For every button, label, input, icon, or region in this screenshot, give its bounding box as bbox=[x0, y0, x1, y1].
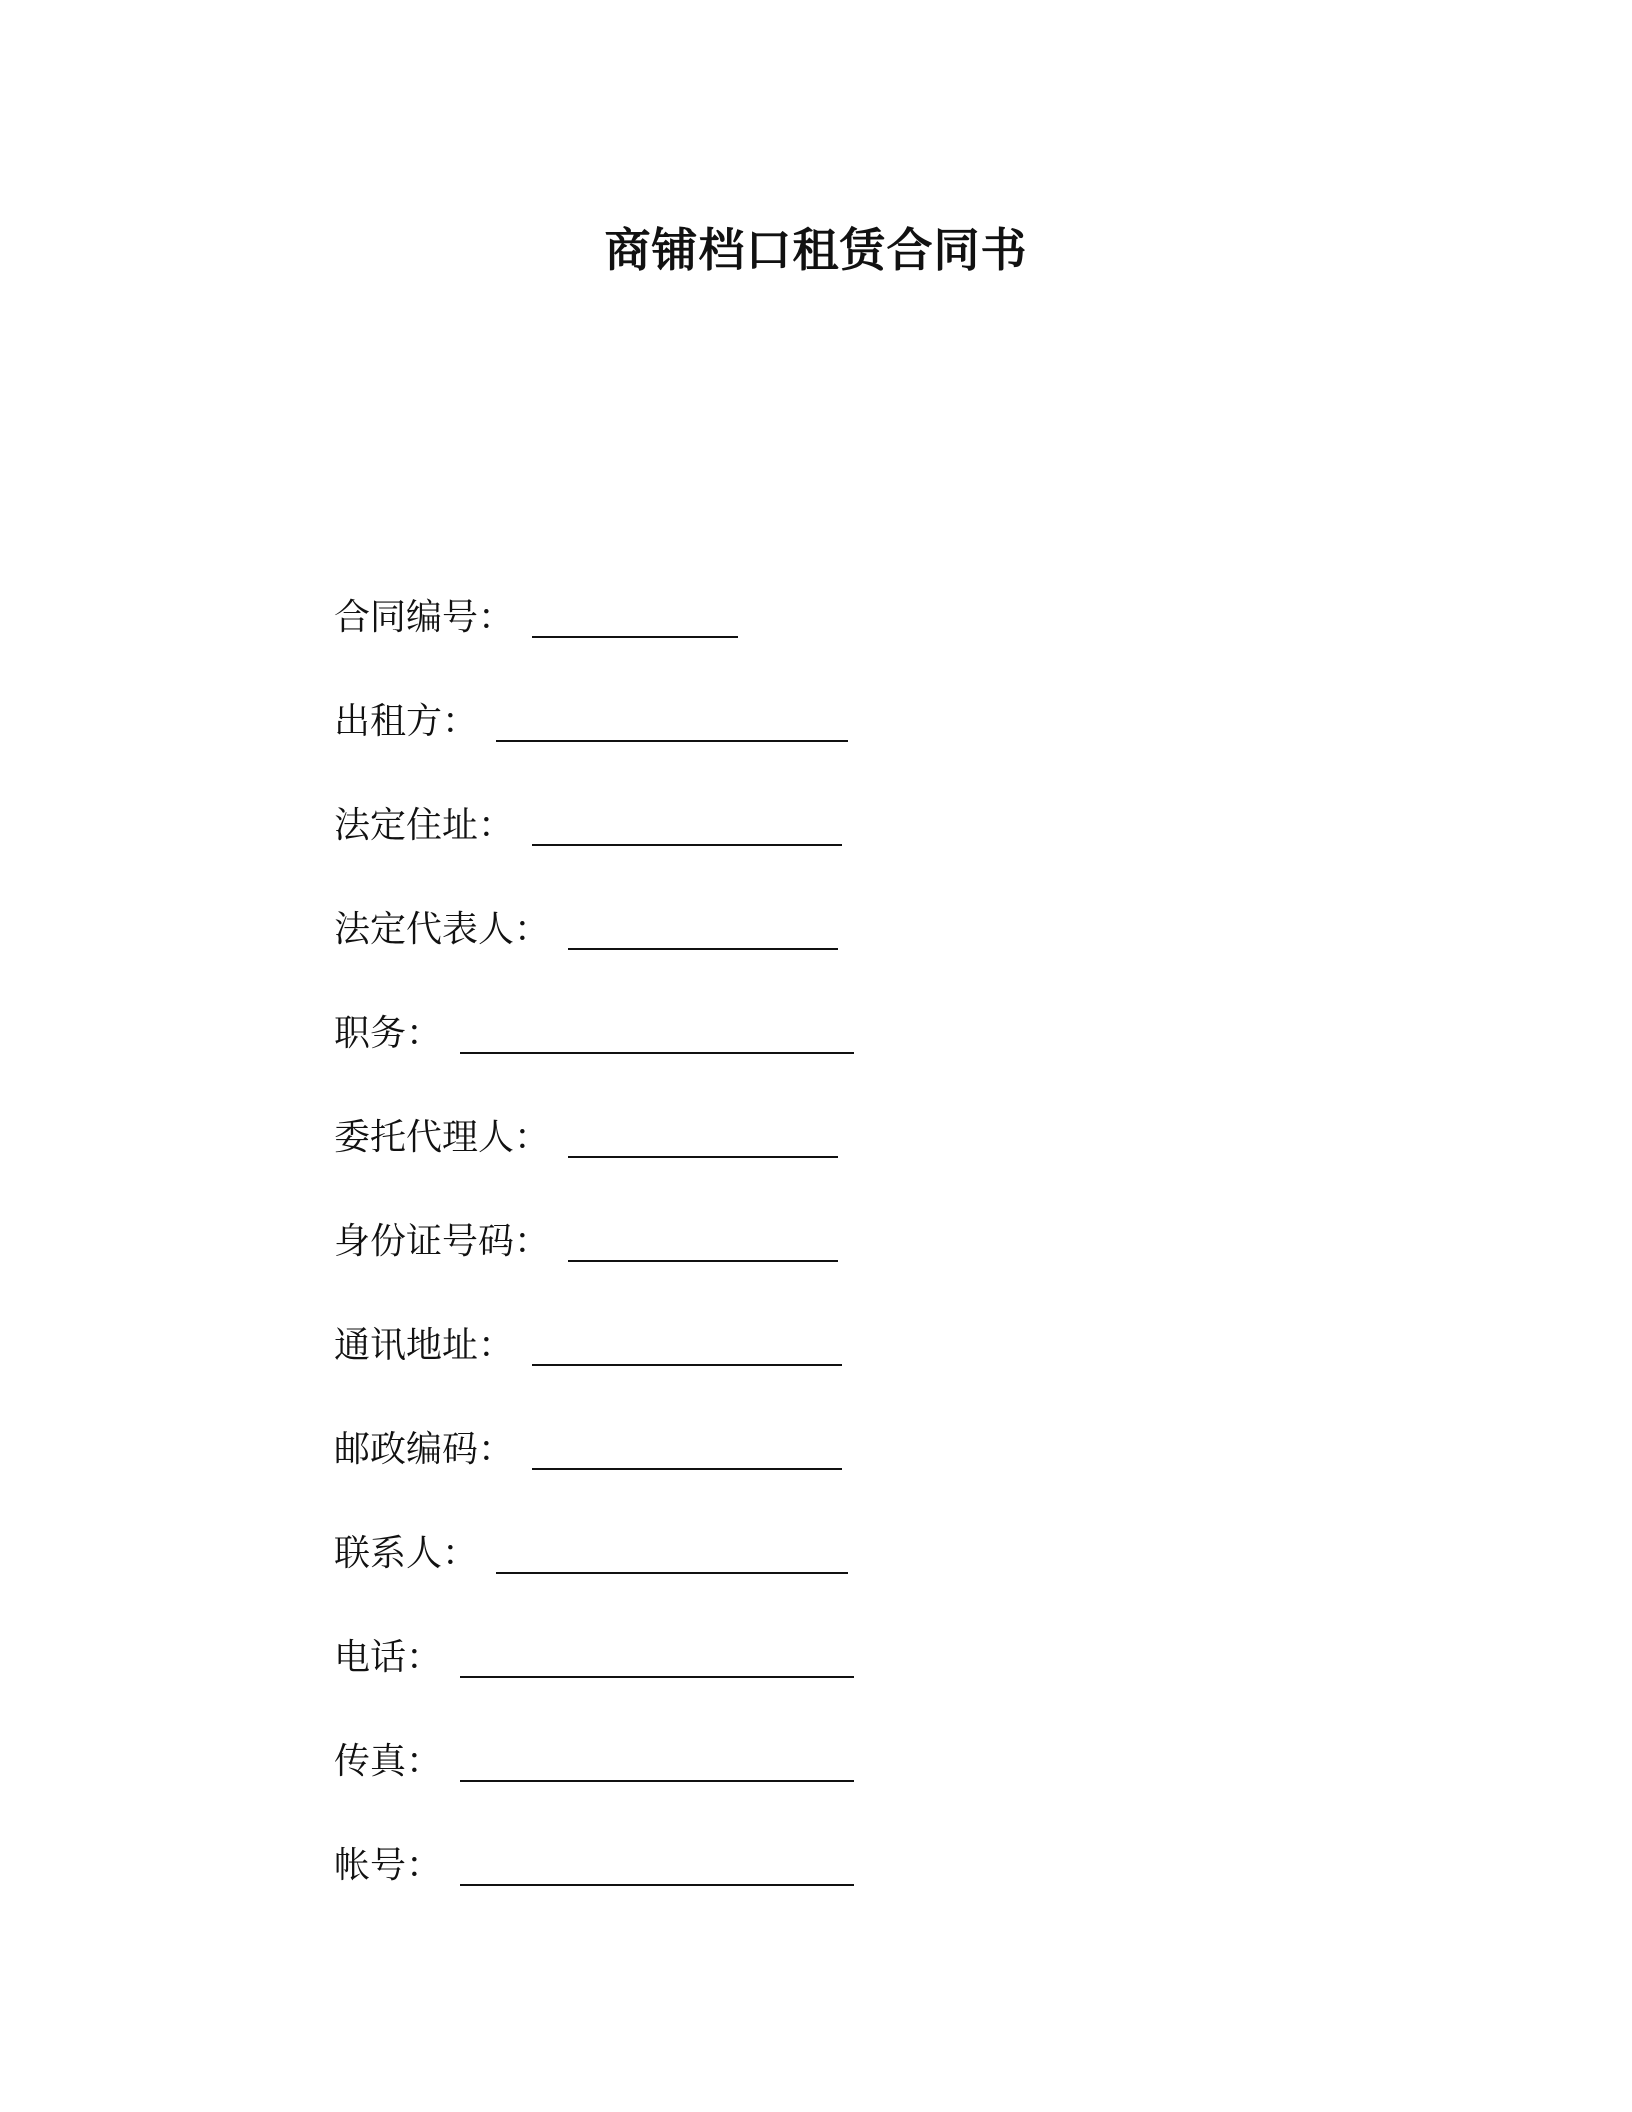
field-label: 法定代表人 bbox=[334, 909, 515, 950]
field-label: 邮政编码 bbox=[334, 1429, 479, 1470]
field-label: 委托代理人 bbox=[334, 1117, 515, 1158]
field-colon: ： bbox=[442, 701, 479, 742]
blank-line-mailing-address[interactable] bbox=[532, 1318, 842, 1366]
field-position bbox=[334, 1006, 1234, 1110]
blank-line-lessor[interactable] bbox=[496, 694, 848, 742]
field-label: 出租方 bbox=[334, 701, 443, 742]
field-colon: ： bbox=[406, 1013, 443, 1054]
field-lessor bbox=[334, 694, 1234, 798]
field-id-number bbox=[334, 1214, 1234, 1318]
field-colon: ： bbox=[442, 1533, 479, 1574]
blank-line-phone[interactable] bbox=[460, 1630, 854, 1678]
field-label: 电话 bbox=[334, 1637, 407, 1678]
field-postal-code bbox=[334, 1422, 1234, 1526]
field-colon: ： bbox=[514, 1221, 551, 1262]
blank-line-postal-code[interactable] bbox=[532, 1422, 842, 1470]
field-colon: ： bbox=[478, 805, 515, 846]
field-mailing-address bbox=[334, 1318, 1234, 1422]
field-label: 传真 bbox=[334, 1741, 407, 1782]
field-label: 通讯地址 bbox=[334, 1325, 479, 1366]
blank-line-account-number[interactable] bbox=[460, 1838, 854, 1886]
field-label: 法定住址 bbox=[334, 805, 479, 846]
field-colon: ： bbox=[478, 1325, 515, 1366]
blank-line-legal-representative[interactable] bbox=[568, 902, 838, 950]
field-colon: ： bbox=[478, 597, 515, 638]
field-label: 职务 bbox=[334, 1013, 407, 1054]
field-colon: ： bbox=[406, 1741, 443, 1782]
field-legal-representative bbox=[334, 902, 1234, 1006]
party-info-fields bbox=[334, 590, 1234, 1942]
field-phone bbox=[334, 1630, 1234, 1734]
document-title: 商铺档口租赁合同书 bbox=[604, 223, 1028, 277]
blank-line-id-number[interactable] bbox=[568, 1214, 838, 1262]
field-legal-address bbox=[334, 798, 1234, 902]
field-label: 身份证号码 bbox=[334, 1221, 515, 1262]
blank-line-contact-person[interactable] bbox=[496, 1526, 848, 1574]
field-fax bbox=[334, 1734, 1234, 1838]
field-colon: ： bbox=[514, 1117, 551, 1158]
field-contract-number bbox=[334, 590, 1234, 694]
field-colon: ： bbox=[406, 1637, 443, 1678]
field-contact-person bbox=[334, 1526, 1234, 1630]
blank-line-position[interactable] bbox=[460, 1006, 854, 1054]
field-label: 联系人 bbox=[334, 1533, 443, 1574]
field-account-number bbox=[334, 1838, 1234, 1942]
field-colon: ： bbox=[478, 1429, 515, 1470]
field-colon: ： bbox=[514, 909, 551, 950]
field-authorized-agent bbox=[334, 1110, 1234, 1214]
field-label: 合同编号 bbox=[334, 597, 479, 638]
blank-line-fax[interactable] bbox=[460, 1734, 854, 1782]
blank-line-legal-address[interactable] bbox=[532, 798, 842, 846]
blank-line-authorized-agent[interactable] bbox=[568, 1110, 838, 1158]
field-label: 帐号 bbox=[334, 1845, 407, 1886]
field-colon: ： bbox=[406, 1845, 443, 1886]
blank-line-contract-number[interactable] bbox=[532, 590, 738, 638]
